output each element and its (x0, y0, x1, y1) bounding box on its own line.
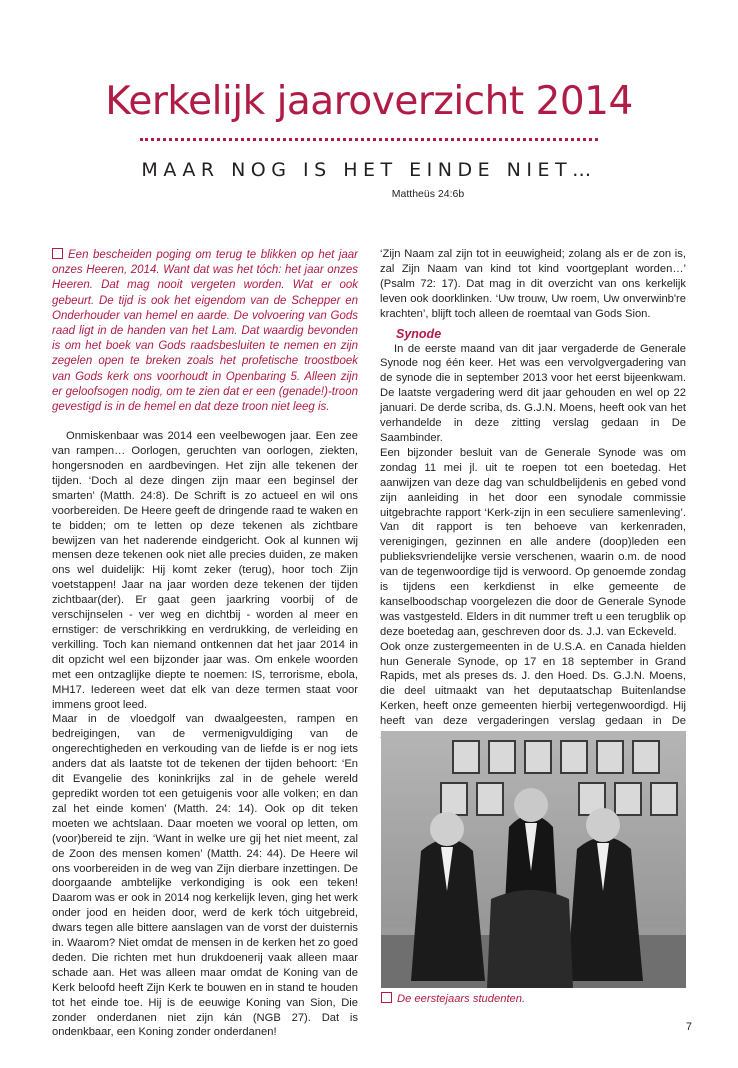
body-paragraph: Ook onze zustergemeenten in de U.S.A. en Canada hielden hun Generale Synode, op 17 en 18 september in Grand Rapids, met als preses ds. J. den Hoed. Ds. G.J.N. Moens, die deel uitmaakt van het deputaatschap Buitenlandse Kerken, heeft onze gemeenten hierbij vertegenwoordigd. Hij heeft van deze vergaderingen verslag gedaan in De (380, 640, 686, 728)
body-paragraph: In de eerste maand van dit jaar vergaderde de Generale Synode nog één keer. Het was een vervolgvergadering van de synode die in september 2013 voor het eerst bijeenkwam. De laatste vergadering werd dit jaar gehouden en wel op 22 januari. De derde scriba, ds. G.J.N. Moens, heeft ook van het verhandelde in deze zitting verslag gedaan in De Saambinder. (380, 342, 686, 444)
body-paragraph: Onmiskenbaar was 2014 een veelbewogen jaar. Een zee van rampen… Oorlogen, geruchten van oorlogen, ziekten, hongersnoden en aardbevingen. Het zijn alle tekenen der tijden. ‘Doch al deze dingen zijn maar een beginsel der smarten’ (Matth. 24:8). De Schrift is zo actueel en wil ons voorbereiden. De Heere geeft de dringende raad te waken en te bidden; om te letten op deze tekenen als zichtbare bewijzen van het naderende eindgericht. Ook al kunnen wij mensen deze tekenen ook niet alle precies duiden, ze maken ons wel duidelijk: Hij komt zeker (terug), hoor toch Zijn voetstappen! Jaar na jaar worden deze tekenen der tijden zichtbaar(der). Er gaat geen jaarkring voorbij of de verschijnselen - ver weg en dichtbij - worden al meer en ernstiger: de verschrikking en verdrukking, de verleiding en verkilling. Toch kan niemand ontkennen dat het jaar 2014 in dit opzicht wel een bijzonder jaar was. Om enkele woorden met een ontzaglijke diepte te noemen: IS, terrorisme, ebola, MH17. Iedereen weet dat elk van deze termen staat voor immens groot leed. (52, 430, 358, 711)
dotted-divider (140, 138, 598, 141)
body-paragraph: Een bijzonder besluit van de Generale Synode was om zondag 11 mei jl. uit te roepen tot een boetedag. Het aanwijzen van deze dag van schuldbelijdenis en gebed vond zijn aanleiding in het door een synodale commissie uitgebrachte rapport ‘Kerk-zijn in een seculiere samenleving’. Van dit rapport is ten behoeve van kerkenraden, verenigingen, gezinnen en alle andere (doop)leden een publieksvriendelijke versie verschenen, waarin o.m. de nood van de tegenwoordige tijd is verwoord. Op genoemde zondag is tijdens een kerkdienst in elke gemeente de kanselboodschap voorgelezen die door de Generale Synode was vastgesteld. Elders in dit nummer treft u een terugblik op deze boetedag aan, geschreven door ds. J.J. van Eckeveld. (380, 446, 686, 638)
article-subtitle: MAAR NOG IS HET EINDE NIET… (141, 159, 597, 181)
right-column (380, 247, 686, 744)
photo-illustration (381, 731, 686, 988)
body-paragraph: Maar in de vloedgolf van dwaalgeesten, rampen en bedreigingen, van de vermenigvuldiging van de ongerechtigheden en verkouding van de liefde is er nog iets anders dat als laatste tot de tekenen der tijden behoort: ‘En dit Evangelie des koninkrijks zal in de gehele wereld gepredikt worden tot een getuigenis voor alle volken; en dan zal het einde komen’ (Matth. 24: 14). Ook op dit teken moeten we achtslaan. Daar moeten we vooral op letten, om (voor)bereid te zijn. ‘Want in welke ure gij het niet meent, zal de Zoon des mensen komen’ (Matth. 24: 44). De Heere wil ons voorbereiden in de weg van Zijn dierbare inzettingen. De doorgaande ambtelijke verkondiging is ook een teken! Daarom was er ook in 2014 nog kerkelijk leven, ging het werk onder jood en heiden door, werd de kerk tóch uitgebreid, dwars tegen alle bittere aanslagen van de vorst der duisternis in. Waarom? Niet omdat de mensen in de kerken het zo goed deden. Die richten met hun drukdoenerij vaak alleen maar schade aan. Het was alleen maar omdat de Koning van de Kerk beloofd heeft Zijn Kerk te bouwen en in stand te houden tot het einde toe. Hij is de eeuwige Koning van Sion, Die zonder onderdanen niet zijn kán (NGB 27). Dat is ondenkbaar, een Koning zonder onderdanen! (52, 713, 358, 1039)
page-title: Kerkelijk jaaroverzicht 2014 (105, 79, 633, 124)
square-bullet-icon (381, 992, 392, 1003)
intro-paragraph (52, 248, 358, 415)
square-bullet-icon (52, 248, 63, 259)
caption-text: De eerstejaars studenten. (397, 993, 526, 1005)
section-heading-synode: Synode (396, 326, 442, 341)
body-paragraph: ‘Zijn Naam zal zijn tot in eeuwigheid; zolang als er de zon is, zal Zijn Naam van kind tot kind voortgeplant worden…’ (Psalm 72: 17). Dat mag in dit overzicht van ons kerkelijk leven ook doorklinken. ‘Uw trouw, Uw roem, Uw onverwinb're krachten’, blijft toch alleen de roemtaal van Gods Sion. (380, 248, 686, 320)
students-photo (381, 731, 686, 988)
page-number: 7 (685, 1021, 692, 1033)
intro-text: Een bescheiden poging om terug te blikken op het jaar onzes Heeren, 2014. Want dat was het tóch: het jaar onzes Heeren. Dat mag nooit vergeten worden. Wat er ook gebeurt. De tijd is ook het eigendom van de Schepper en Onderhouder van hemel en aarde. De volvoering van Gods raad ligt in de handen van het Lam. Dat waardig bevonden is om het boek van Gods raadsbesluiten te nemen en zijn zegelen open te breken zoals het profetische troostboek van Gods kerk ons voorhoudt in Openbaring 5. Alleen zijn er geloofsogen nodig, om te zien dat er een (genade!)-troon gevestigd is in de hemel en dat deze troon niet leeg is. (52, 249, 358, 414)
left-column (52, 248, 358, 1040)
photo-caption (381, 992, 686, 1006)
verse-reference: Mattheüs 24:6b (391, 188, 465, 200)
